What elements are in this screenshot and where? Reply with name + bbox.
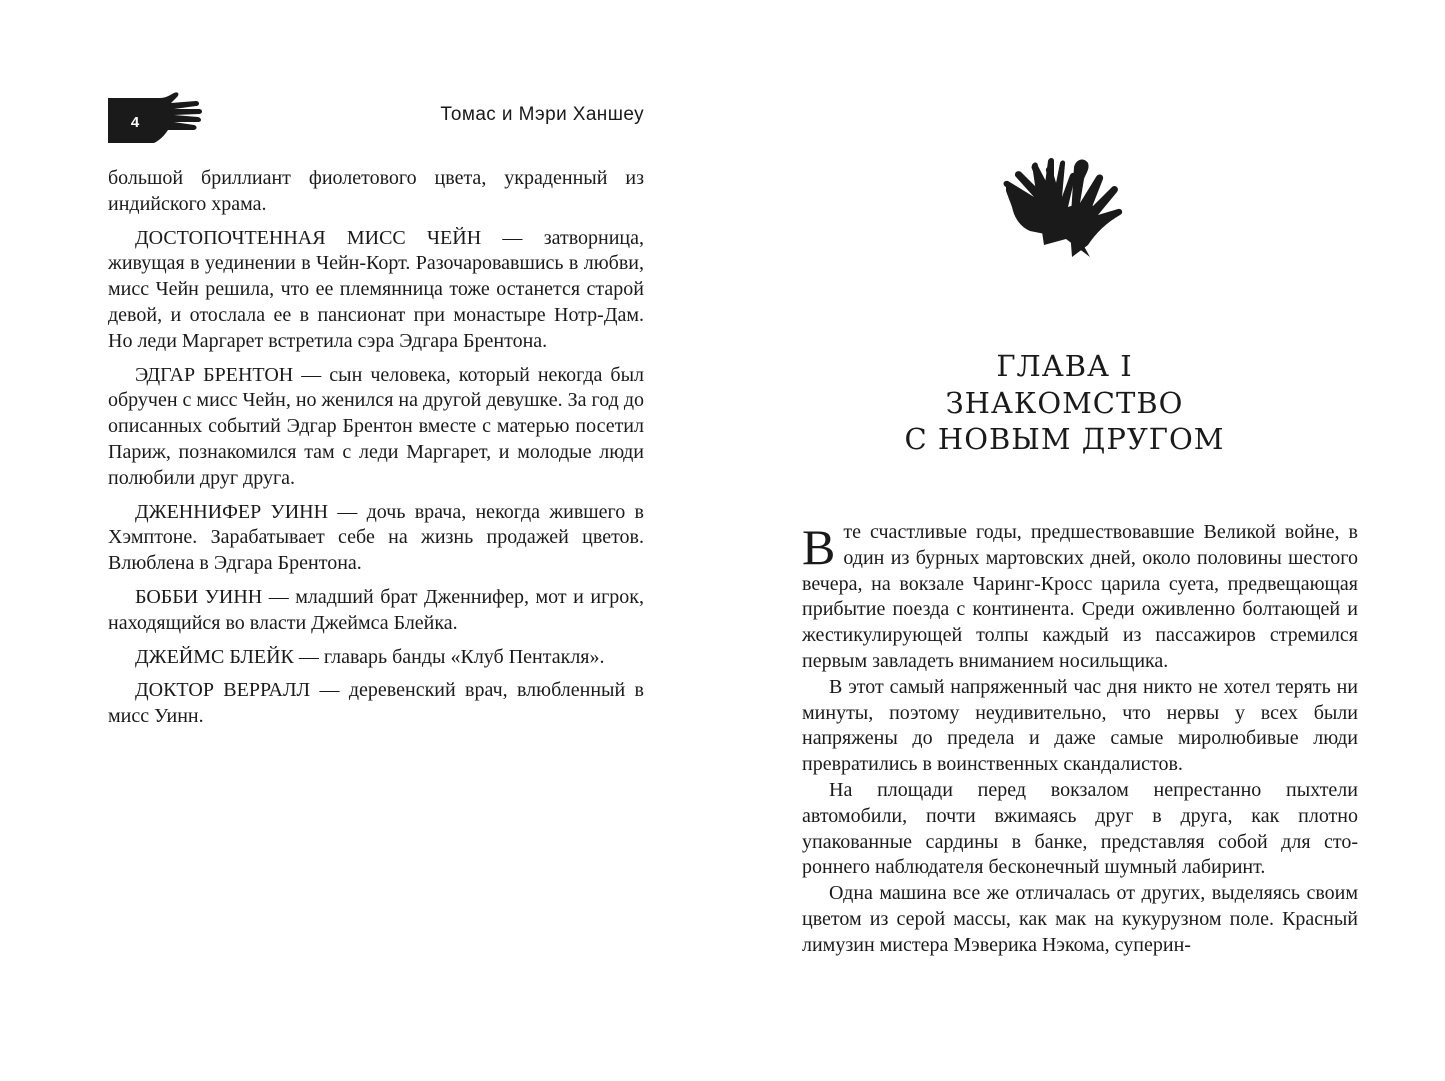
right-page [722,0,1445,1081]
chapter-title-line: ГЛАВА I [996,349,1133,383]
chapter-title [872,348,1257,458]
chapter-title-line: С НОВЫМ ДРУГОМ [904,422,1225,456]
paragraph: В этот самый напряженный час дня никто не хотел терять ни минуты, поэтому неудивительно, что нервы у всех были напряжены до предела и даже самые миролюбивые люди превратились в воинственных скандалистов. [802,675,1358,776]
chapter-title-line: ЗНАКОМСТВО [945,385,1184,420]
crossed-gloves-icon [1000,147,1132,271]
paragraph: ДОКТОР ВЕРРАЛЛ — деревенский врач, влюбленный в мисс Уинн. [108,679,644,728]
running-head: Томас и Мэри Ханшеу [440,104,644,125]
paragraph: БОББИ УИНН — младший брат Дженнифер, мот и игрок, находящийся во власти Джеймса Блейка. [108,585,644,634]
paragraph: ДЖЕННИФЕР УИНН — дочь врача, некогда жившего в Хэмптоне. Зарабатывает себе на жизнь продажей цветов. Влюблена в Эдгара Брентона. [108,500,644,575]
opening-paragraph [802,520,1358,675]
paragraph: ЭДГАР БРЕНТОН — сын человека, который некогда был обручен с мисс Чейн, но женился на другой девушке. За год до описанных событий Эдгар Брентон вместе с матерью посетил Париж, познакомился там с леди Маргарет, и молодые люди полюбили друг друга. [108,363,645,489]
chapter-body [802,520,1358,959]
paragraph: большой бриллиант фиолетового цвета, украденный из индийского храма. [108,167,644,215]
paragraph: ДЖЕЙМС БЛЕЙК — главарь банды «Клуб Пентакля». [135,645,605,668]
paragraph: Одна машина все же отличалась от других, выделяясь своим цветом из серой массы, как мак на кукурузном поле. Красный лимузин мистера Мэверика Нэкома, суперин- [802,882,1358,956]
opening-paragraph-text: те счастливые годы, предшествовавшие Великой войне, в один из бурных мартовских дней, около половины шестого вечера, на вокзале Чаринг-Кросс царила суета, предвещающая прибытие поезда с континента. Среди оживленно болтающей и жестикулирующей толпы каждый из пассажиров стремился первым завладеть вниманием носильщика. [802,521,1358,672]
paragraph: ДОСТОПОЧТЕННАЯ МИСС ЧЕЙН — затворница, живущая в уединении в Чейн-Корт. Разочаровавшись в любви, мисс Чейн решила, что ее племянница тоже останется старой девой, и отослала ее в пансионат при монастыре Нотр-Дам. Но леди Маргарет встретила сэра Эдгара Брентона. [108,226,644,352]
paragraph: На площади перед вокзалом непрестанно пыхтели автомобили, почти вжимаясь друг в друга, как плотно упакованные сардины в банке, представляя собой для стороннего наблюдателя бесконечный шумный лабиринт. [802,778,1358,879]
page-header [108,90,644,144]
left-page [0,0,722,1081]
character-list [108,166,644,738]
page-number: 4 [130,114,140,131]
drop-cap: В [802,519,836,575]
